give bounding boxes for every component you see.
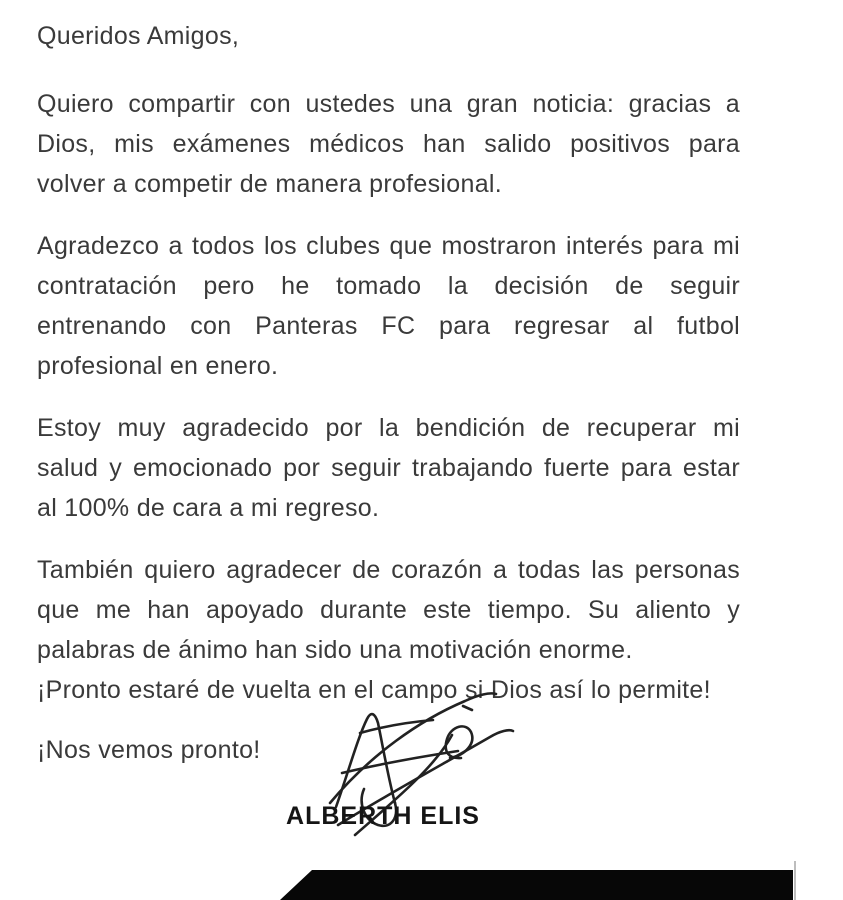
letter-body [37, 16, 740, 732]
letter-line: entrenando con Panteras FC para regresar al futbol [37, 312, 740, 340]
closing-line: ¡Nos vemos pronto! [37, 736, 261, 764]
letter-line: profesional en enero. [37, 352, 279, 380]
paragraph-1 [37, 84, 740, 204]
letter-line: que me han apoyado durante este tiempo. Su aliento y [37, 596, 740, 624]
letter-line: volver a competir de manera profesional. [37, 170, 503, 198]
letter-line: Quiero compartir con ustedes una gran noticia: gracias a [37, 90, 740, 118]
letter-line: palabras de ánimo han sido una motivación enorme. [37, 636, 633, 664]
greeting-line: Queridos Amigos, [37, 22, 240, 50]
letter-line: Estoy muy agradecido por la bendición de recuperar mi [37, 414, 740, 442]
letter-line: salud y emocionado por seguir trabajando fuerte para estar [37, 454, 740, 482]
paragraph-2 [37, 226, 740, 386]
paragraph-4 [37, 550, 740, 710]
letter-line: Agradezco a todos los clubes que mostraron interés para mi [37, 232, 740, 260]
letter-line: También quiero agradecer de corazón a todas las personas [37, 556, 740, 584]
letter-line: Dios, mis exámenes médicos han salido positivos para [37, 130, 740, 158]
letter-line: al 100% de cara a mi regreso. [37, 494, 380, 522]
paragraph-3 [37, 408, 740, 528]
letter-line: ¡Pronto estaré de vuelta en el campo si Dios así lo permite! [37, 676, 711, 704]
letter-line: contratación pero he tomado la decisión de seguir [37, 272, 740, 300]
signature-name: ALBERTH ELIS [286, 802, 480, 830]
page-edge-line [794, 861, 796, 900]
bottom-black-band [280, 870, 793, 900]
